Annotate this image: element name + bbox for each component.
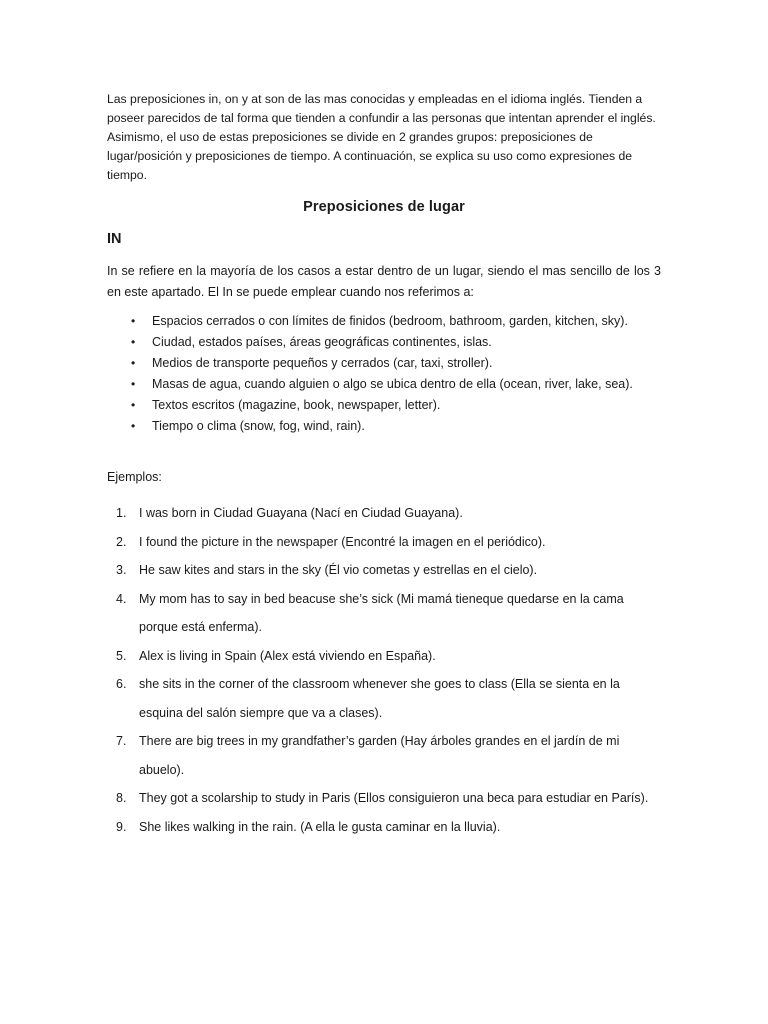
bullet-item <box>107 353 661 374</box>
bullet-icon: • <box>131 377 136 391</box>
sub-heading-in: IN <box>107 231 122 247</box>
example-text: I was born in Ciudad Guayana (Nací en Ciudad Guayana). <box>139 506 463 520</box>
bullet-text: Ciudad, estados países, áreas geográficas continentes, islas. <box>152 335 492 349</box>
example-item <box>107 813 661 842</box>
example-number: 5. <box>116 648 127 663</box>
example-text: My mom has to say in bed beacuse she’s sick (Mi mamá tieneque quedarse en la cama porque está enferma). <box>139 591 624 634</box>
example-number: 2. <box>116 534 127 549</box>
bullet-icon: • <box>131 335 136 349</box>
example-item <box>107 556 661 585</box>
bullet-text: Masas de agua, cuando alguien o algo se ubica dentro de ella (ocean, river, lake, sea). <box>152 377 633 391</box>
bullet-text: Medios de transporte pequeños y cerrados (car, taxi, stroller). <box>152 356 493 370</box>
bullet-icon: • <box>131 356 136 370</box>
example-number: 8. <box>116 791 127 805</box>
example-text: she sits in the corner of the classroom whenever she goes to class (Ella se sienta en la esquina del salón siempre que va a clases). <box>139 677 620 720</box>
example-text: He saw kites and stars in the sky (Él vio cometas y estrellas en el cielo). <box>139 563 538 577</box>
example-number: 4. <box>116 591 127 606</box>
bullet-item <box>107 395 661 416</box>
document-content <box>107 90 661 841</box>
bullet-text: Textos escritos (magazine, book, newspaper, letter). <box>152 398 441 412</box>
bullet-icon: • <box>131 419 136 433</box>
intro-paragraph: Las preposiciones in, on y at son de las mas conocidas y empleadas en el idioma inglés. Tienden a poseer parecidos de tal forma que tienden a confundir a las personas que intentan aprender el inglés. Asimismo, el uso de estas preposiciones se divide en 2 grandes grupos: preposiciones de lugar/posición y preposiciones de tiempo. A continuación, se explica su uso como expresiones de tiempo. <box>107 92 656 182</box>
section-title: Preposiciones de lugar <box>303 199 465 215</box>
description-paragraph: In se refiere en la mayoría de los casos a estar dentro de un lugar, siendo el mas sencillo de los 3 en este apartado. El In se puede emplear cuando nos referimos a: <box>107 264 661 299</box>
example-text: She likes walking in the rain. (A ella le gusta caminar en la lluvia). <box>139 819 501 834</box>
bullet-icon: • <box>131 314 136 328</box>
example-item <box>107 642 661 671</box>
bullet-text: Tiempo o clima (snow, fog, wind, rain). <box>152 419 365 433</box>
examples-label: Ejemplos: <box>107 470 162 484</box>
example-number: 6. <box>116 677 127 691</box>
example-item <box>107 499 661 528</box>
example-number: 7. <box>116 734 127 748</box>
example-text: Alex is living in Spain (Alex está viviendo en España). <box>139 648 436 663</box>
bullet-item <box>107 416 661 437</box>
bullet-item <box>107 311 661 332</box>
example-text: There are big trees in my grandfather’s garden (Hay árboles grandes en el jardín de mi abuelo). <box>139 734 620 777</box>
bullet-list <box>107 311 661 437</box>
bullet-text: Espacios cerrados o con límites de finidos (bedroom, bathroom, garden, kitchen, sky). <box>152 314 628 328</box>
examples-list <box>107 499 661 841</box>
bullet-item <box>107 374 661 395</box>
bullet-icon: • <box>131 398 136 412</box>
bullet-item <box>107 332 661 353</box>
example-item <box>107 528 661 557</box>
example-number: 1. <box>116 506 127 520</box>
example-number: 9. <box>116 819 127 834</box>
example-item <box>107 670 661 727</box>
example-item <box>107 727 661 784</box>
example-number: 3. <box>116 563 127 577</box>
example-text: I found the picture in the newspaper (Encontré la imagen en el periódico). <box>139 534 546 549</box>
example-text: They got a scolarship to study in Paris (Ellos consiguieron una beca para estudiar en París). <box>139 791 649 805</box>
example-item <box>107 585 661 642</box>
example-item <box>107 784 661 813</box>
